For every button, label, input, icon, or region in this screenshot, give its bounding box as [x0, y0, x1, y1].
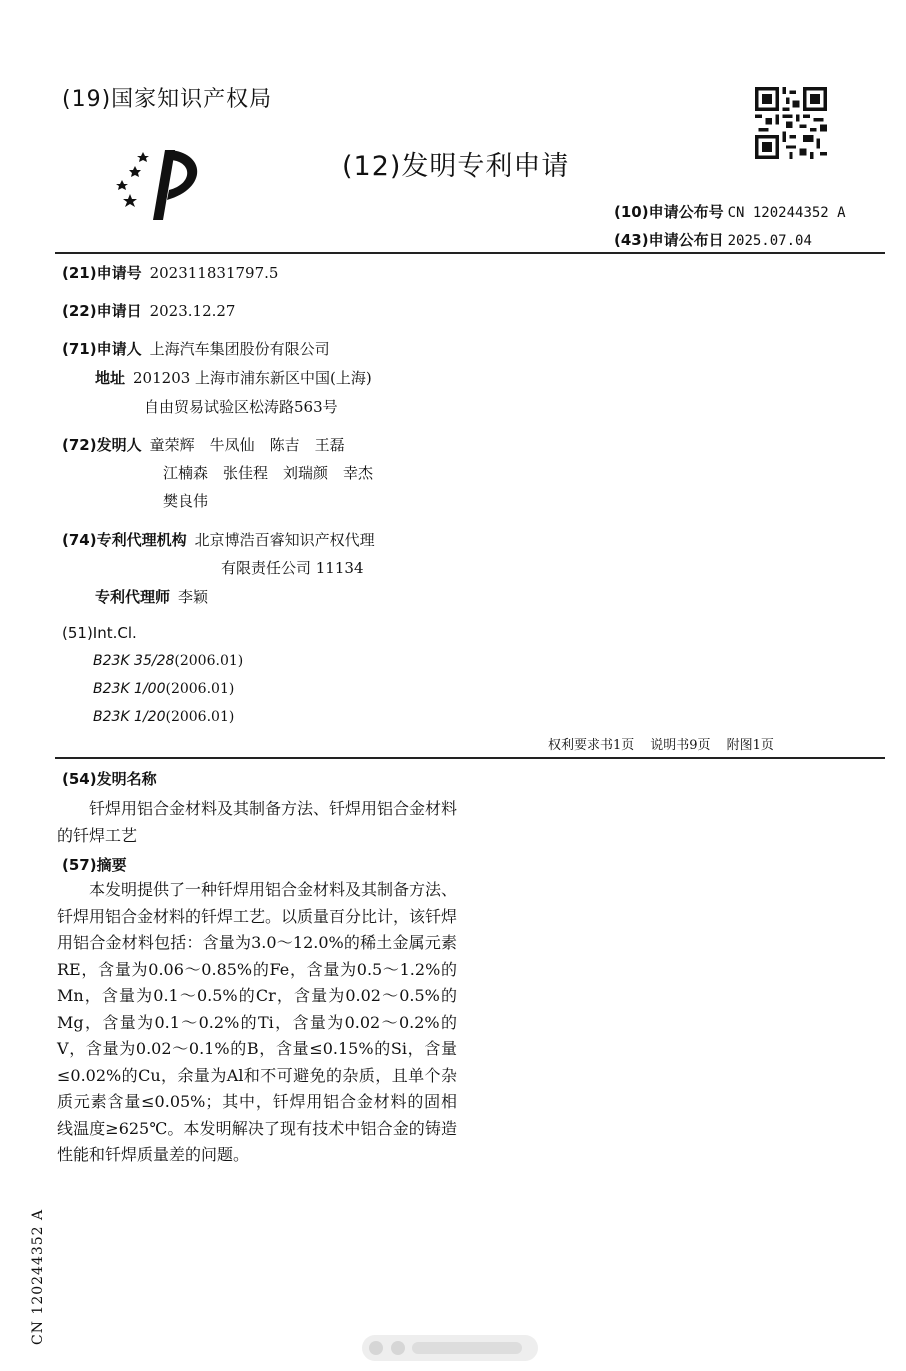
- invention-title: [57, 796, 457, 849]
- application-date-row: [62, 300, 235, 321]
- address-line-2: 自由贸易试验区松涛路563号: [144, 398, 338, 416]
- agency-line-2: 有限责任公司 11134: [221, 559, 364, 577]
- agent: 李颖: [178, 588, 209, 606]
- agency-label: (74)专利代理机构: [62, 531, 187, 549]
- inventors-line-2: 江楠森 张佳程 刘瑞颜 幸杰: [163, 464, 374, 482]
- applicant: 上海汽车集团股份有限公司: [149, 340, 330, 358]
- publication-date-label: (43)申请公布日: [614, 231, 724, 249]
- publication-date-row: [614, 229, 812, 250]
- claims-pages: 权利要求书1页: [548, 738, 635, 753]
- agent-row: [95, 586, 208, 607]
- applicant-label: (71)申请人: [62, 340, 142, 358]
- agency-line-1: 北京博浩百睿知识产权代理: [194, 531, 375, 549]
- abstract-label: (57)摘要: [62, 856, 127, 874]
- agency-row: [62, 529, 375, 550]
- address-line-1: 201203 上海市浦东新区中国(上海): [133, 369, 372, 387]
- ipc-version: (2006.01): [174, 653, 244, 669]
- ipc-version: (2006.01): [165, 681, 235, 697]
- application-number: 202311831797.5: [149, 264, 279, 282]
- office-name: (19)国家知识产权局: [62, 87, 273, 112]
- application-date-label: (22)申请日: [62, 302, 142, 320]
- agent-label: 专利代理师: [95, 588, 171, 606]
- ipc-code: B23K 1/20: [93, 709, 166, 725]
- ipc-classification: [93, 709, 234, 725]
- ipc-version: (2006.01): [165, 709, 235, 725]
- document-type-title: (12)发明专利申请: [342, 151, 570, 182]
- publication-date: 2025.07.04: [727, 233, 812, 249]
- applicant-row: [62, 338, 330, 359]
- section-divider: [55, 757, 885, 759]
- publication-number: CN 120244352 A: [727, 205, 846, 221]
- address-row: [95, 367, 372, 388]
- drawings-pages: 附图1页: [726, 738, 774, 753]
- inventors-line-3: 樊良伟: [163, 492, 209, 510]
- ipc-classification: [93, 681, 234, 697]
- watermark-icon: [362, 1335, 538, 1361]
- application-date: 2023.12.27: [149, 302, 236, 320]
- page-counts: [548, 734, 790, 753]
- application-number-label: (21)申请号: [62, 264, 142, 282]
- abstract: [57, 877, 457, 1169]
- ipc-code: B23K 1/00: [93, 681, 166, 697]
- qr-code-icon: [754, 87, 828, 159]
- ipc-label: (51)Int.Cl.: [62, 624, 137, 642]
- abstract-text: 本发明提供了一种钎焊用铝合金材料及其制备方法、钎焊用铝合金材料的钎焊工艺。以质量百分比计，该钎焊用铝合金材料包括：含量为3.0～12.0%的稀土金属元素RE，含量为0.06～0.85%的Fe，含量为0.5～1.2%的Mn，含量为0.1～0.5%的Cr，含量为0.02～0.5%的Mg，含量为0.1～0.2%的Ti，含量为0.02～0.2%的V，含量为0.02～0.1%的B，含量≤0.15%的Si，含量≤0.02%的Cu，余量为Al和不可避免的杂质，且单个杂质元素含量≤0.05%；其中，钎焊用铝合金材料的固相线温度≥625℃。本发明解决了现有技术中铝合金的铸造性能和钎焊质量差的问题。: [57, 880, 458, 1164]
- inventors-row: [62, 434, 345, 455]
- description-pages: 说明书9页: [650, 738, 711, 753]
- address-label: 地址: [95, 369, 126, 387]
- side-publication-number: CN 120244352 A: [30, 1208, 46, 1345]
- invention-title-text: 钎焊用铝合金材料及其制备方法、钎焊用铝合金材料的钎焊工艺: [57, 799, 458, 845]
- publication-number-label: (10)申请公布号: [614, 203, 724, 221]
- header-divider: [55, 252, 885, 254]
- invention-title-label: (54)发明名称: [62, 770, 157, 788]
- publication-number-row: [614, 201, 846, 222]
- cnipa-logo-icon: [105, 142, 215, 224]
- inventors-line-1: 童荣辉 牛凤仙 陈吉 王磊: [149, 436, 345, 454]
- ipc-code: B23K 35/28: [93, 653, 175, 669]
- ipc-classification: [93, 653, 243, 669]
- inventors-label: (72)发明人: [62, 436, 142, 454]
- application-number-row: [62, 262, 278, 283]
